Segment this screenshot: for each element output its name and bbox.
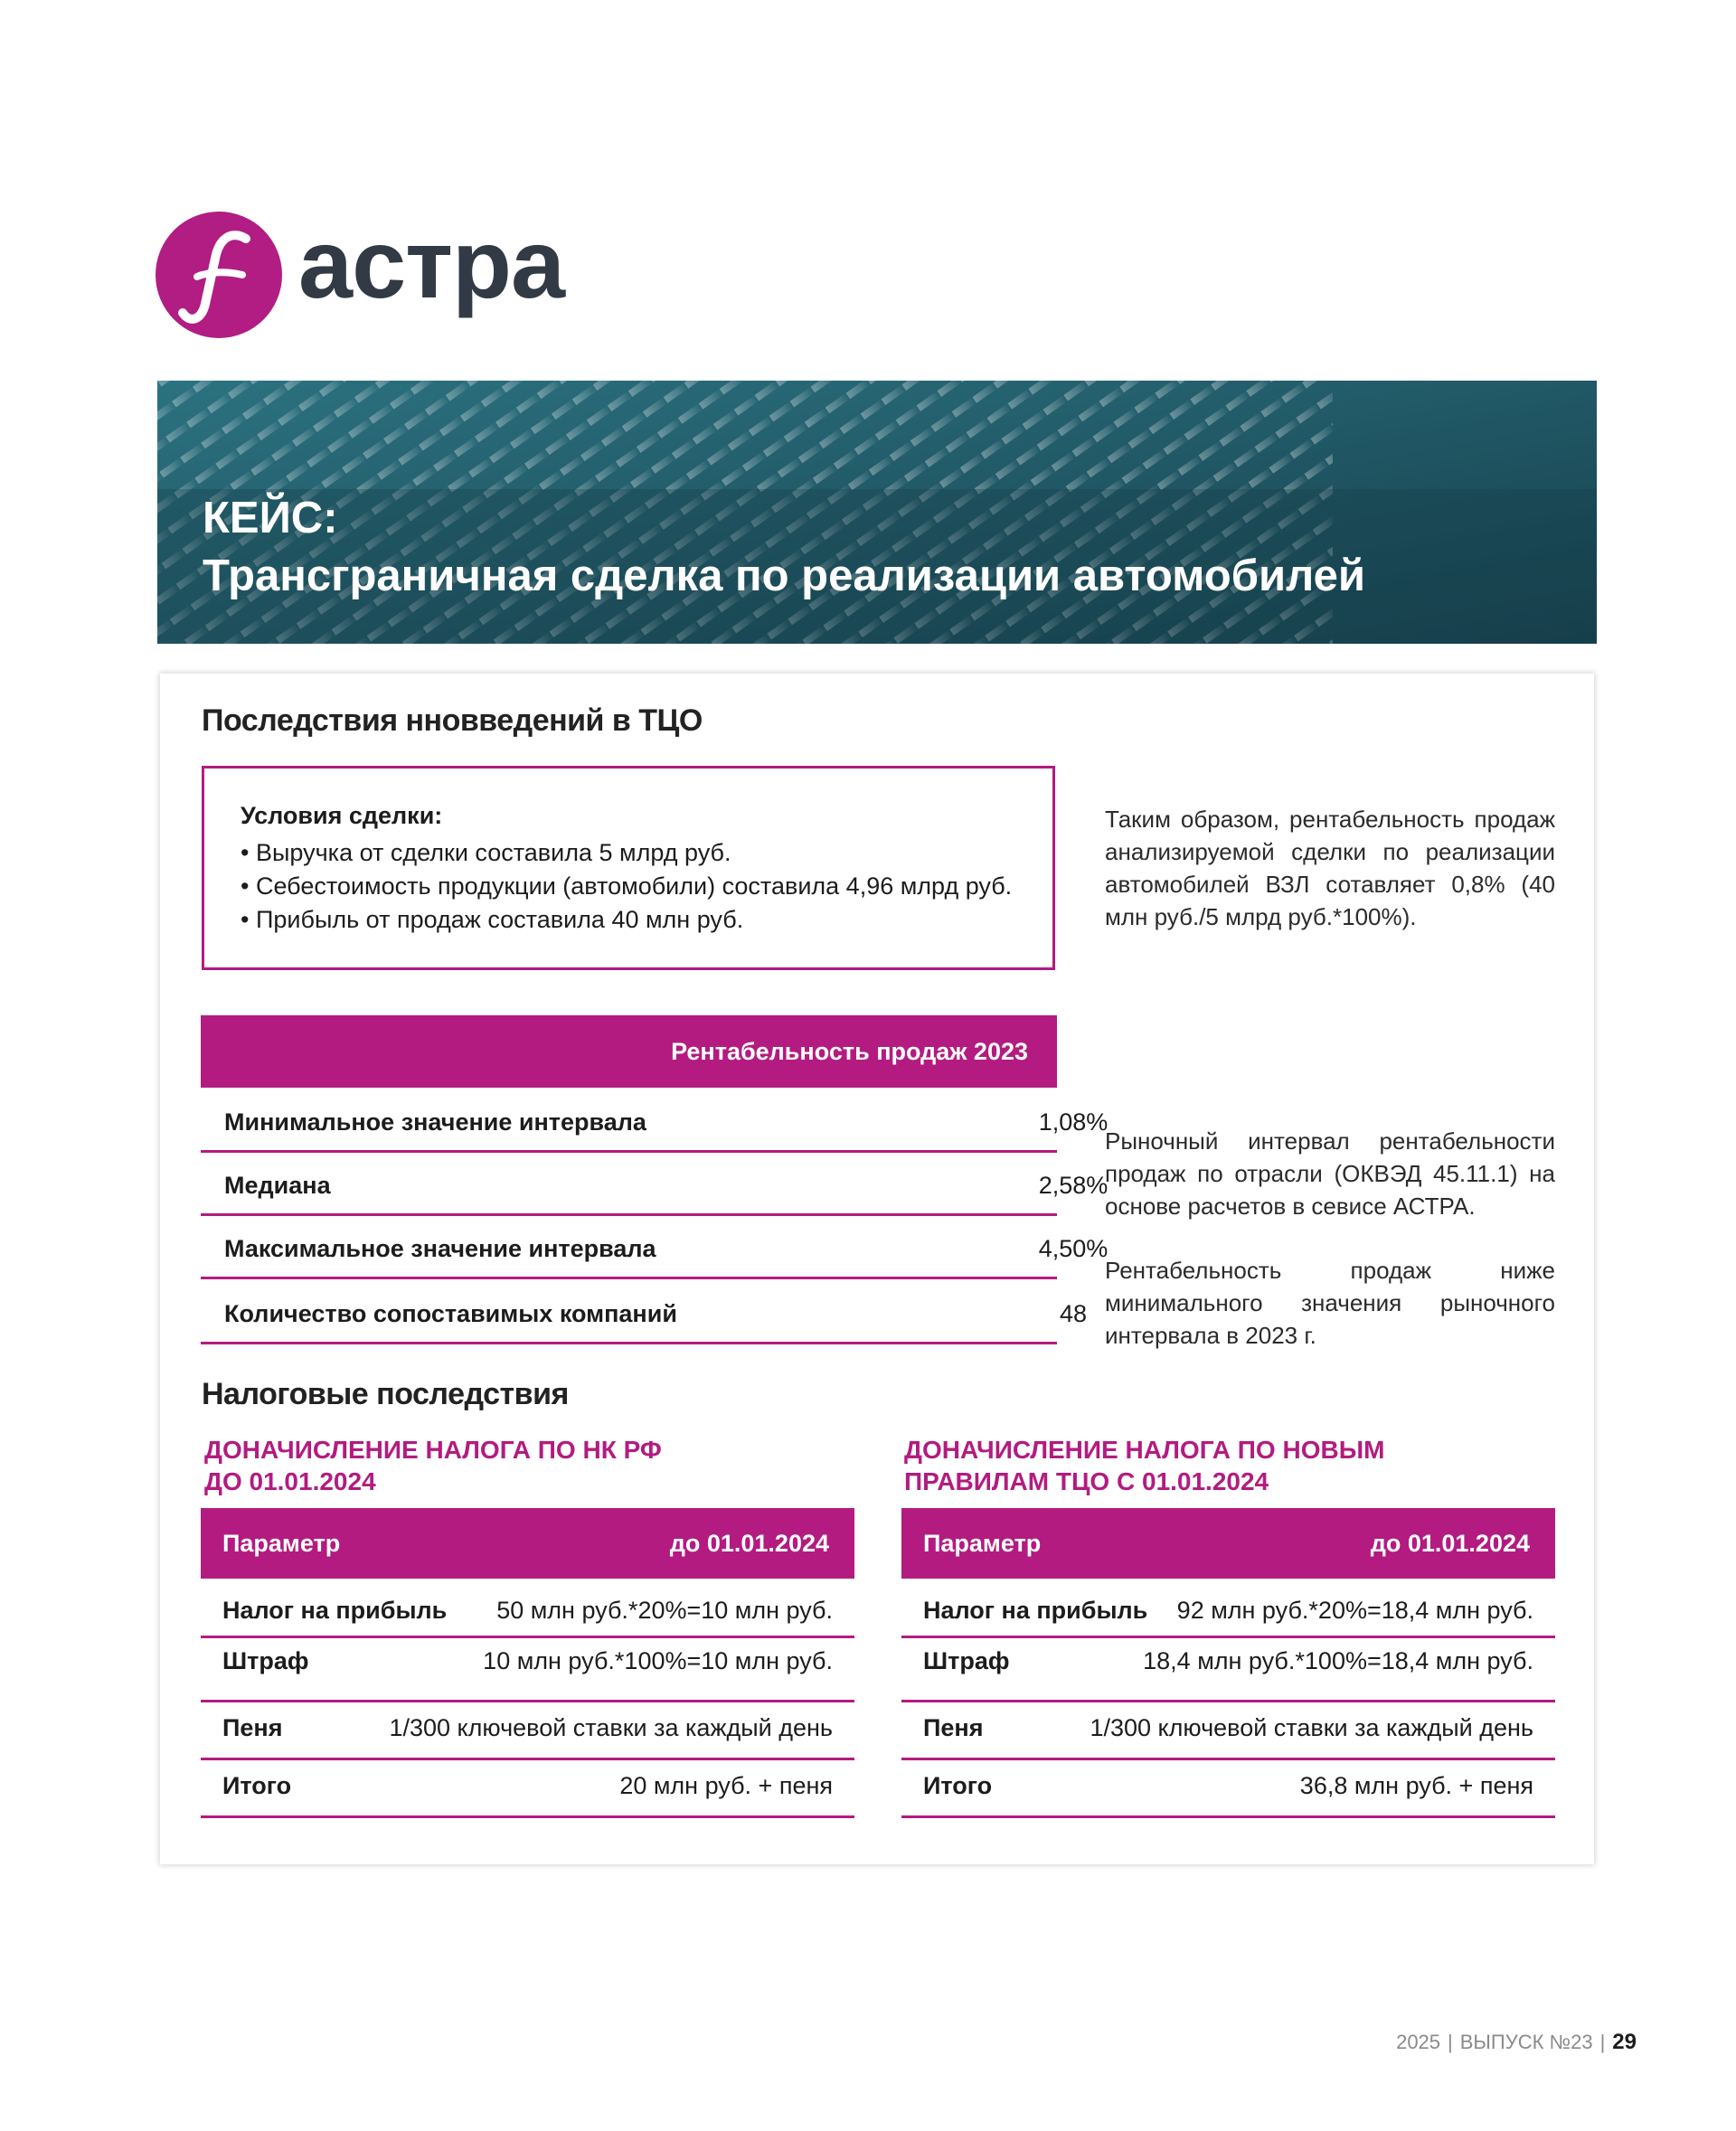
table-row: [201, 1153, 1109, 1216]
heading-line: ДОНАЧИСЛЕНИЕ НАЛОГА ПО НОВЫМ: [904, 1436, 1385, 1464]
row-value: 1/300 ключевой ставки за каждый день: [389, 1714, 833, 1741]
row-value: 10 млн руб.*100%=10 млн руб.: [483, 1647, 833, 1674]
section-title-consequences: Последствия нновведений в ТЦО: [202, 703, 703, 738]
f-logo-icon: [156, 212, 282, 338]
row-value: 50 млн руб.*20%=10 млн руб.: [496, 1597, 833, 1624]
conditions-title: Условия сделки:: [241, 802, 443, 829]
column-header-date: до 01.01.2024: [1370, 1530, 1530, 1557]
footer-year: 2025: [1396, 2031, 1441, 2053]
row-value: 1/300 ключевой ставки за каждый день: [1090, 1714, 1533, 1741]
table-row: [201, 1638, 854, 1702]
page-footer: 2025 | ВЫПУСК №23 | 29: [1396, 2030, 1637, 2054]
table-row: [901, 1579, 1555, 1638]
row-label: Минимальное значение интервала: [224, 1108, 646, 1136]
case-banner: [157, 381, 1597, 644]
row-label: Итого: [222, 1772, 292, 1799]
profitability-header-label: Рентабельность продаж 2023: [671, 1038, 1028, 1065]
table-row: [201, 1088, 1109, 1153]
table-row: [201, 1579, 854, 1638]
table-row: [201, 1702, 854, 1760]
tax-right-table-header: [901, 1508, 1555, 1579]
row-label: Пеня: [923, 1714, 984, 1741]
column-header-parameter: Параметр: [923, 1530, 1042, 1557]
row-value: 36,8 млн руб. + пеня: [1299, 1772, 1533, 1799]
row-value: 4,50%: [1038, 1235, 1109, 1262]
heading-line: ДО 01.01.2024: [204, 1467, 376, 1495]
row-label: Максимальное значение интервала: [224, 1235, 656, 1262]
row-value: 2,58%: [1038, 1172, 1109, 1199]
tax-left-heading: [204, 1434, 662, 1497]
banner-label: КЕЙС:: [203, 494, 338, 542]
banner-title: Трансграничная сделка по реализации автомобилей: [203, 552, 1365, 600]
row-value: 48: [1059, 1300, 1088, 1327]
row-label: Итого: [923, 1772, 993, 1799]
table-row: [201, 1216, 1109, 1279]
conditions-list: [241, 836, 1012, 937]
below-interval-note: Рентабельность продаж ниже минимального значения рыночного интервала в 2023 г.: [1105, 1257, 1555, 1349]
row-label: Налог на прибыль: [222, 1597, 448, 1624]
profitability-table-header: [201, 1015, 1057, 1088]
condition-item: • Прибыль от продаж составила 40 млн руб.: [241, 903, 1012, 937]
row-value: 20 млн руб. + пеня: [619, 1772, 833, 1799]
footer-issue: ВЫПУСК №23: [1459, 2031, 1593, 2053]
row-label: Медиана: [224, 1172, 331, 1199]
row-value: 1,08%: [1038, 1108, 1109, 1136]
table-row: [201, 1279, 1088, 1344]
tax-left-table-header: [201, 1508, 854, 1579]
table-row: [901, 1760, 1555, 1818]
row-label: Налог на прибыль: [923, 1597, 1148, 1624]
column-header-date: до 01.01.2024: [669, 1530, 829, 1557]
row-label: Пеня: [222, 1714, 283, 1741]
logo-mark: [156, 212, 282, 338]
section-title-tax: Налоговые последствия: [202, 1377, 569, 1411]
condition-item: • Себестоимость продукции (автомобили) составила 4,96 млрд руб.: [241, 870, 1012, 903]
column-header-parameter: Параметр: [222, 1530, 341, 1557]
market-interval-note: Рыночный интервал рентабельности продаж по отрасли (ОКВЭД 45.11.1) на основе расчетов в севисе АСТРА.: [1105, 1127, 1555, 1220]
row-value: 18,4 млн руб.*100%=18,4 млн руб.: [1143, 1647, 1533, 1674]
logo-wordmark: астра: [298, 209, 565, 318]
condition-item: • Выручка от сделки составила 5 млрд руб.: [241, 836, 1012, 870]
table-row: [901, 1638, 1555, 1702]
profitability-conclusion: Таким образом, рентабельность продаж анализируемой сделки по реализации автомобилей ВЗЛ сотавляет 0,8% (40 млн руб./5 млрд руб.*100%).: [1105, 806, 1555, 930]
deal-conditions-box: [202, 766, 1055, 970]
row-label: Штраф: [222, 1647, 309, 1674]
page-number: 29: [1612, 2030, 1637, 2054]
tax-right-heading: [904, 1434, 1384, 1497]
heading-line: ДОНАЧИСЛЕНИЕ НАЛОГА ПО НК РФ: [204, 1436, 662, 1464]
table-row: [201, 1760, 854, 1818]
row-value: 92 млн руб.*20%=18,4 млн руб.: [1176, 1597, 1533, 1624]
table-row: [901, 1702, 1555, 1760]
row-label: Количество сопоставимых компаний: [224, 1300, 677, 1327]
row-label: Штраф: [923, 1647, 1010, 1674]
heading-line: ПРАВИЛАМ ТЦО С 01.01.2024: [904, 1467, 1269, 1495]
